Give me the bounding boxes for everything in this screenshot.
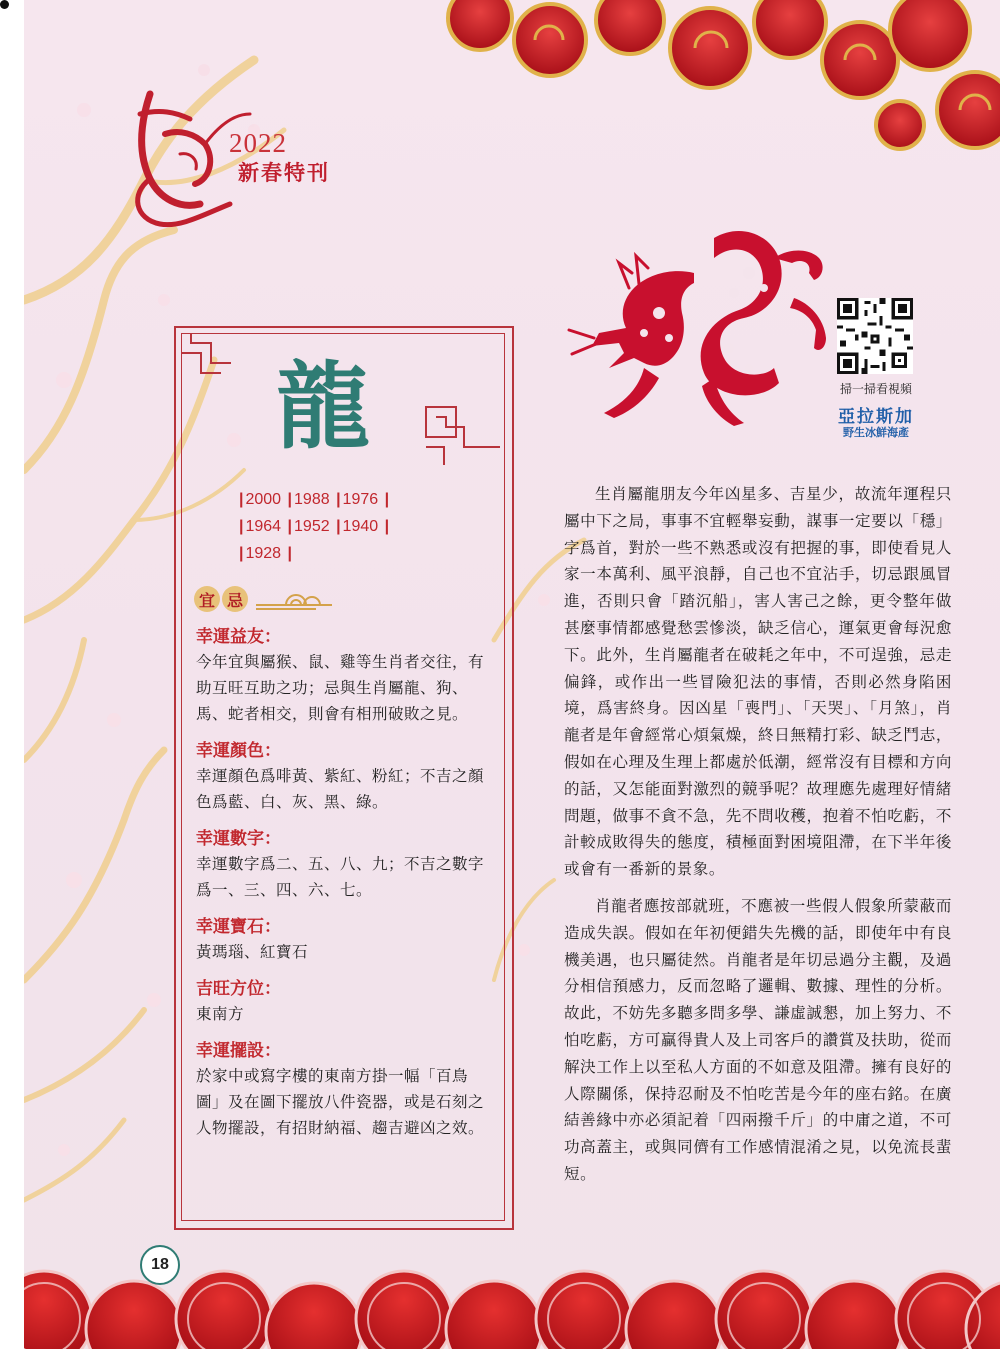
- years-row: | 1928 |: [239, 545, 293, 562]
- section-heading-gems: 幸運寶石：: [196, 917, 281, 937]
- years-row: | 2000 | 1988 | 1976 |: [239, 491, 390, 508]
- year-value: 1928: [245, 545, 282, 562]
- zodiac-years: [237, 486, 391, 567]
- section-body-numbers: 幸運數字爲二、五、八、九；不吉之數字爲一、三、四、六、七。: [196, 855, 485, 899]
- section-body-decor: 於家中或寫字樓的東南方掛一幅「百鳥圖」及在圖下擺放八件瓷器，或是石刻之人物擺設，有招財納福、趨吉避凶之效。: [196, 1067, 485, 1137]
- corner-dot: [0, 0, 9, 9]
- frame-corner-ornament: [181, 333, 241, 393]
- ji-badge: 忌: [222, 586, 248, 612]
- section-heading-numbers: 幸運數字：: [196, 829, 281, 849]
- brand-tagline: 野生冰鮮海產: [843, 426, 909, 439]
- auspicious-clouds-decoration: [440, 0, 1000, 165]
- header-year: 2022: [229, 128, 287, 158]
- section-heading-decor: 幸運擺設：: [196, 1041, 281, 1061]
- magazine-page: [24, 0, 1000, 1349]
- year-value: 1940: [342, 518, 379, 535]
- years-row: | 1964 | 1952 | 1940 |: [239, 518, 390, 535]
- section-heading-direction: 吉旺方位：: [196, 979, 281, 999]
- zodiac-character: 龍: [276, 352, 371, 462]
- year-value: 2000: [245, 491, 282, 508]
- dragon-papercut-icon: [564, 218, 834, 428]
- lucky-info-list: [196, 625, 486, 1141]
- section-heading-colors: 幸運顏色：: [196, 741, 281, 761]
- viewer-left-bar: [0, 0, 25, 1349]
- year-value: 1952: [294, 518, 330, 535]
- section-heading-friends: 幸運益友：: [196, 627, 281, 647]
- page-number: 18: [140, 1245, 180, 1285]
- article-paragraph: 生肖屬龍朋友今年凶星多、吉星少，故流年運程只屬中下之局，事事不宜輕舉妄動，謀事一定要以「穩」字爲首，對於一些不熟悉或沒有把握的事，即使看見人家一本萬利、風平浪靜，自己也不宜沾手，切忌跟風冒進，否則只會「踏沉船」，害人害己之餘，更令整年做甚麼事情都感覺愁雲慘淡，缺乏信心，運氣更會每況愈下。此外，生肖屬龍者在破耗之年中，不可逞強，忌走偏鋒，或作出一些冒險犯法的事情，否則必然身陷困境，爲害終身。因凶星「喪門」、「天哭」、「月煞」，肖龍者是年會經常心煩氣燥，終日無精打彩、缺乏鬥志，假如在心理及生理上都處於低潮，經常沒有目標和方向的話，又怎能面對激烈的競爭呢？故理應先處理好情緒問題，做事不貪不急，先不問收穫，抱着不怕吃虧，不計較成敗得失的態度，積極面對困境阻滯，在下半年後或會有一番新的景象。: [564, 485, 952, 879]
- qr-caption: 掃一掃看視頻: [839, 382, 912, 396]
- year-value: 1988: [294, 491, 330, 508]
- cloud-swirl-icon: [256, 587, 332, 611]
- year-value: 1964: [245, 518, 282, 535]
- section-body-direction: 東南方: [196, 1005, 245, 1023]
- section-body-colors: 幸運顏色爲啡黃、紫紅、粉紅；不吉之顏色爲藍、白、灰、黑、綠。: [196, 767, 485, 811]
- frame-side-ornament: [424, 405, 502, 467]
- section-body-gems: 黃瑪瑙、紅寶石: [196, 943, 309, 961]
- year-value: 1976: [342, 491, 379, 508]
- brand-name: 亞拉斯加: [838, 407, 914, 427]
- section-body-friends: 今年宜與屬猴、鼠、雞等生肖者交往，有助互旺互助之功；忌與生肖屬龍、狗、馬、蛇者相交，則會有相刑破敗之見。: [196, 653, 485, 723]
- yi-badge: 宜: [194, 586, 220, 612]
- header-title: 新春特刊: [238, 160, 330, 185]
- yiji-badge: [194, 584, 332, 614]
- article-paragraph: 肖龍者應按部就班，不應被一些假人假象所蒙蔽而造成失誤。假如在年初便錯失先機的話，即使年中有良機美遇，也只屬徒然。肖龍者是年切忌過分主觀，及過分相信預感力，反而忽略了邏輯、數據、理性的分析。故此，不妨先多聽多問多學、謙虛誠懇，加上努力、不怕吃虧，方可贏得貴人及上司客戶的讚賞及扶助，從而解決工作上以至私人方面的不如意及阻滯。擁有良好的人際關係，保持忍耐及不怕吃苦是今年的座右銘。在廣結善緣中亦必須記着「四兩撥千斤」的中庸之道，不可功高蓋主，或與同儕有工作感情混淆之見，以免流長蜚短。: [564, 896, 952, 1183]
- article-body: [564, 481, 952, 1198]
- qr-code-icon[interactable]: [837, 298, 913, 374]
